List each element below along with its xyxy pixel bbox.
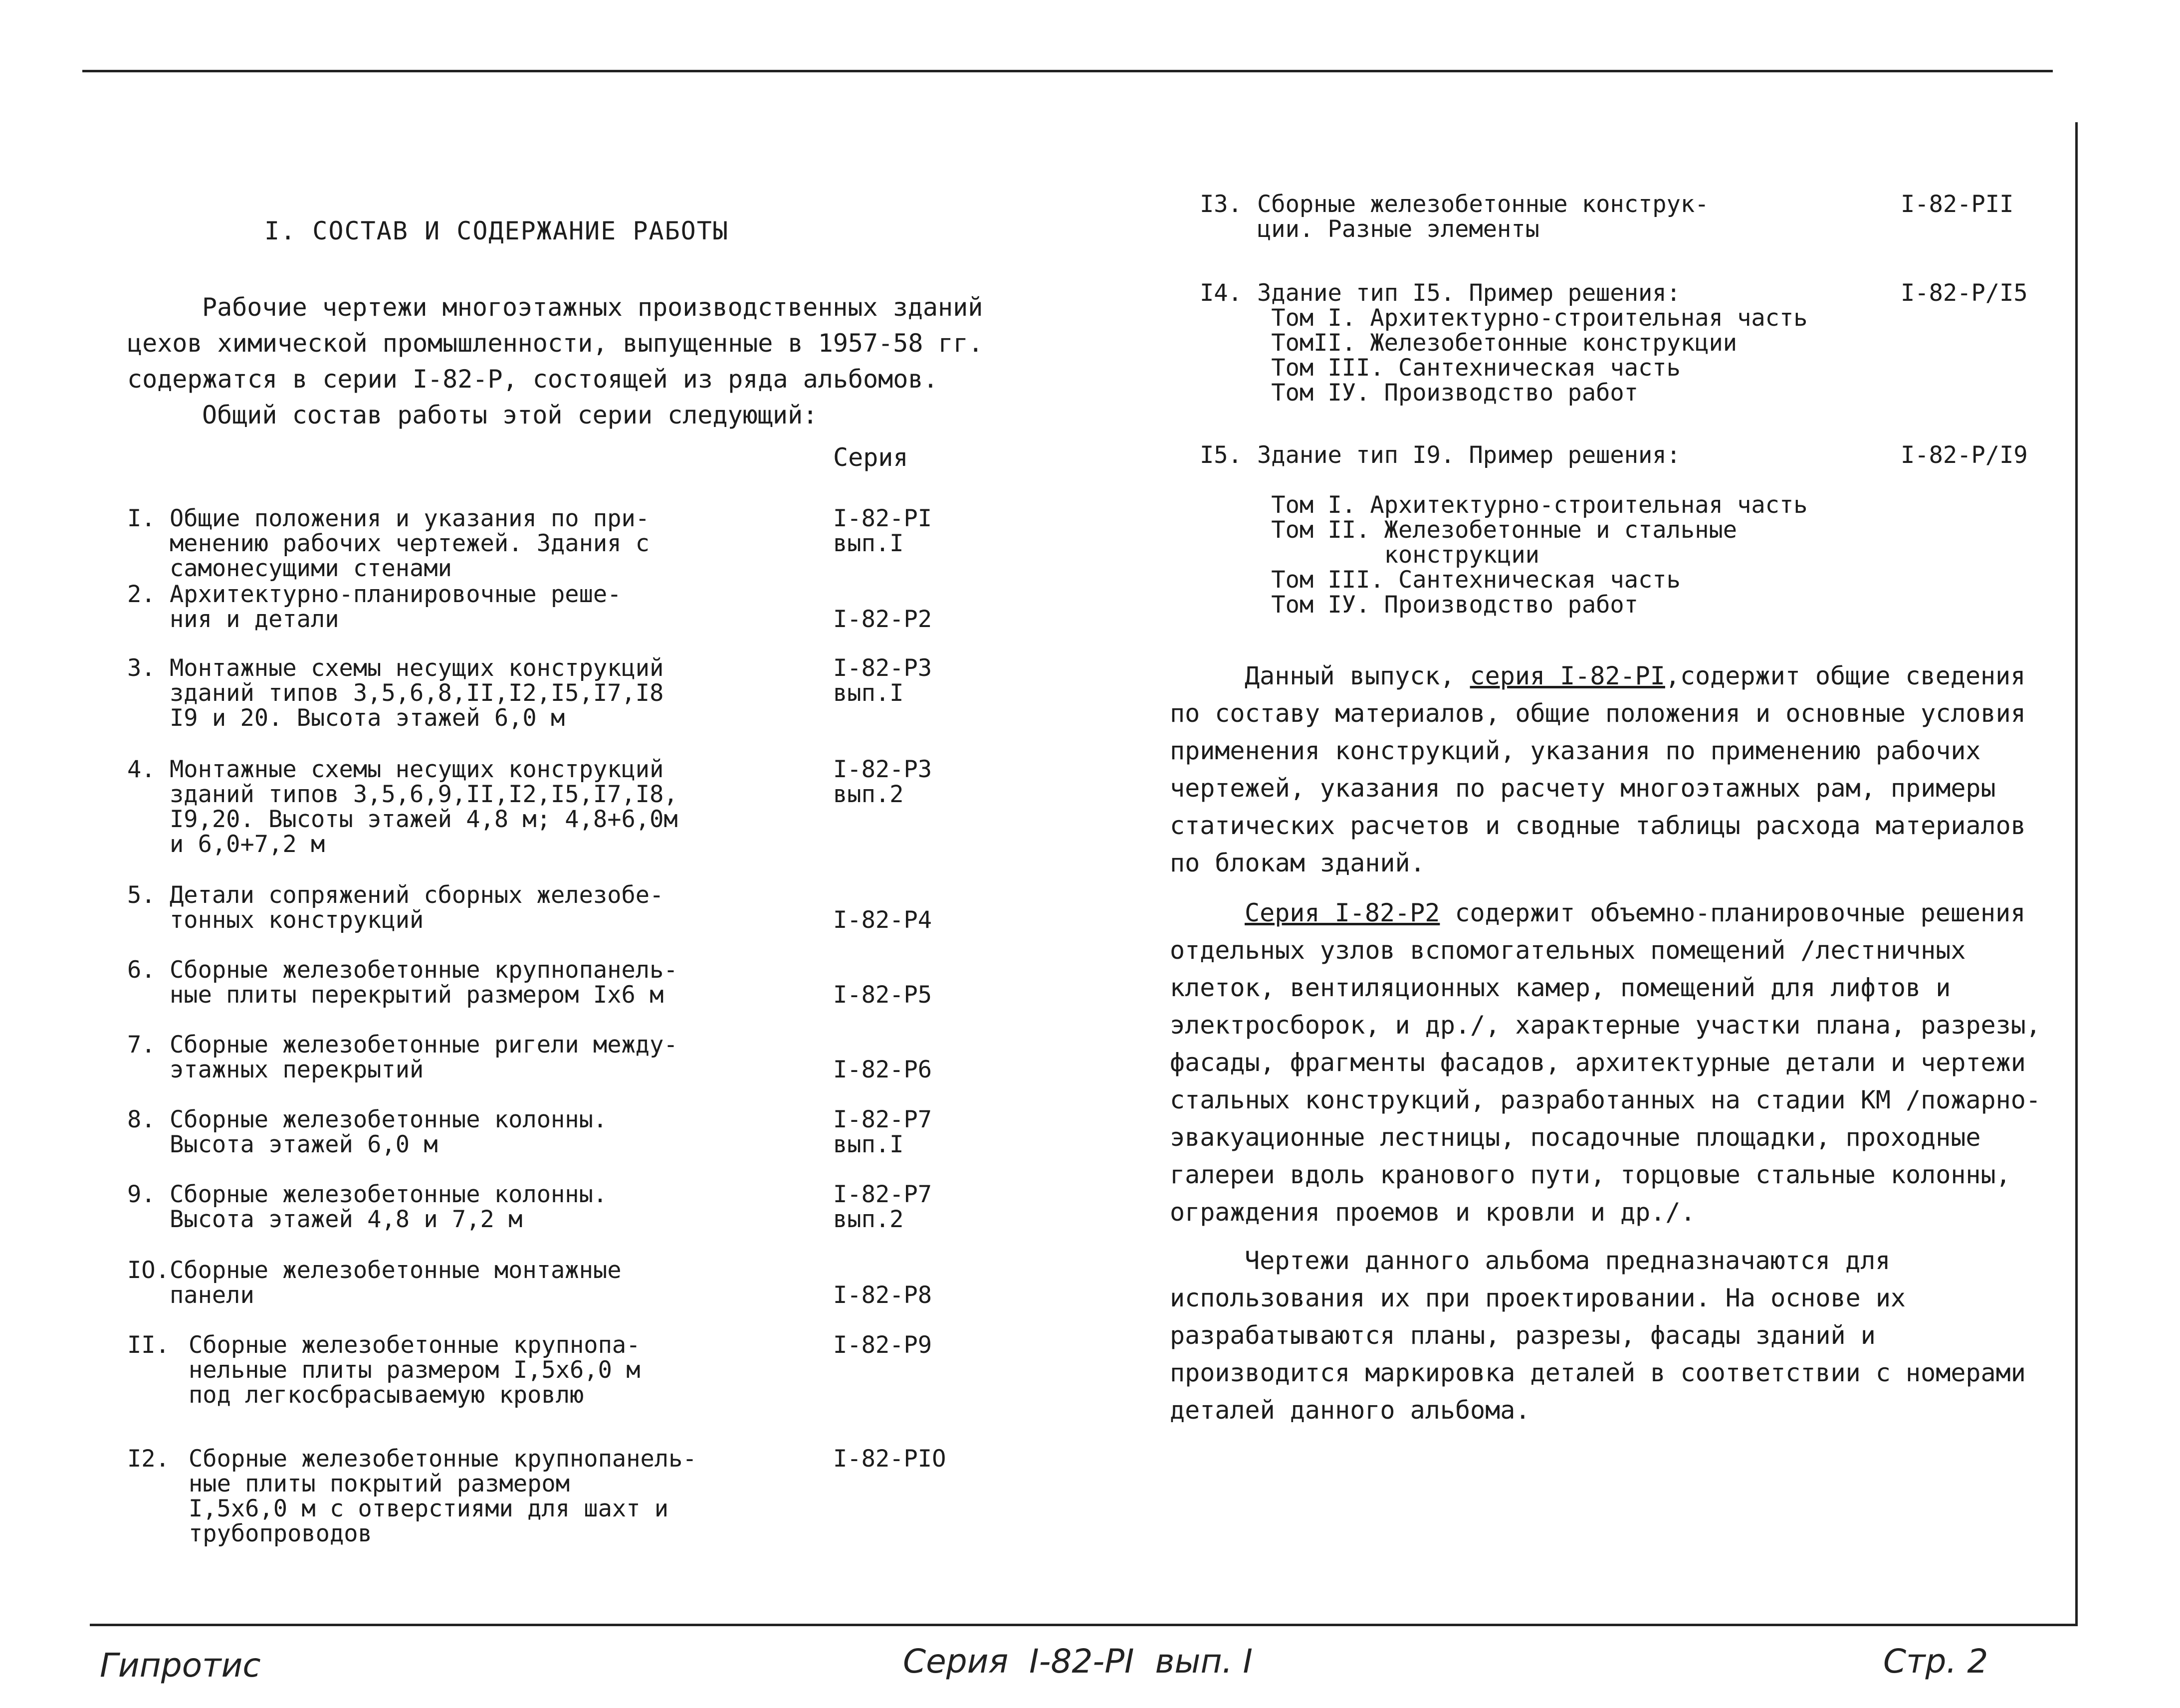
intro-block (127, 289, 1025, 433)
list-item-series-code: I-82-P3 вып.I (833, 654, 932, 707)
list-item-series-code: I-82-P3 вып.2 (833, 756, 932, 808)
footer-series: Серия I-82-PI вып. I (903, 1642, 1253, 1681)
series-link-pi[interactable]: серия I-82-PI (1470, 661, 1665, 690)
list-item-number: 4. (127, 756, 156, 783)
list-item-number: 5. (127, 881, 156, 909)
list-item-number: 3. (127, 654, 156, 682)
paragraph-2 (1170, 894, 2068, 1231)
list-item-title: Общие положения и указания по при- менению рабочих чертежей. Здания с самонесущими стенами (170, 505, 650, 582)
list-item-title: Монтажные схемы несущих конструкций зданий типов 3,5,6,9,II,I2,I5,I7,I8, I9,20. Высоты этажей 4,8 м; 4,8+6,0м и 6,0+7,2 м (170, 756, 678, 858)
list-item-title: Сборные железобетонные ригели между- этажных перекрытий (170, 1031, 678, 1083)
list-item-title: Здание тип I5. Пример решения: Том I. Архитектурно-строительная часть ТомII. Железобетонные конструкции Том III. Сантехническая часть Том IУ. Производство работ (1257, 279, 1808, 407)
list-item-title: Архитектурно-планировочные реше- ния и детали (170, 581, 622, 633)
list-item-series-code: I-82-P7 вып.2 (833, 1181, 932, 1233)
list-item-number: I2. (127, 1445, 170, 1473)
footer-org: Гипротис (100, 1646, 261, 1685)
list-item-title: Сборные железобетонные крупнопа- нельные плиты размером I,5х6,0 м под легкосбрасываемую кровлю (189, 1331, 641, 1409)
list-item-number: 9. (127, 1181, 156, 1208)
list-item-title: Монтажные схемы несущих конструкций зданий типов 3,5,6,8,II,I2,I5,I7,I8 I9 и 20. Высота этажей 6,0 м (170, 654, 664, 732)
list-item-series-code: I-82-P2 (833, 606, 932, 633)
paragraph-1 (1170, 657, 2068, 882)
list-item-number: II. (127, 1331, 170, 1359)
series-column-header: Серия (833, 443, 908, 472)
paragraph-2-text: содержит объемно-планировочные решения отдельных узлов вспомогательных помещений /лестничных клеток, вентиляционных камер, помещений для лифтов и электросборок, и др./, характерные участки плана, разрезы, фасады, фрагменты фасадов, архитектурные детали и чертежи стальных конструкций, разработанных на стадии КМ /пожарно-эвакуационные лестницы, посадочные площадки, проходные галереи вдоль кранового пути, торцовые стальные колонны, ограждения проемов и кровли и др./. (1170, 898, 2041, 1227)
right-rule (2075, 122, 2078, 1624)
paragraph-1-lead: Данный выпуск, (1245, 661, 1470, 690)
list-item-series-code: I-82-Р/I9 (1901, 441, 2028, 469)
list-item-series-code: I-82-P4 (833, 906, 932, 934)
intro-line-3: содержатся в серии I-82-Р, состоящей из ряда альбомов. (127, 365, 938, 394)
list-item-series-code: I-82-P7 вып.I (833, 1106, 932, 1158)
list-item-number: I3. (1200, 191, 1242, 218)
list-item-number: 7. (127, 1031, 156, 1059)
paragraph-1-text: ,содержит общие сведения по составу материалов, общие положения и основные условия применения конструкций, указания по применению рабочих чертежей, указания по расчету многоэтажных рам, примеры статических расчетов и сводные таблицы расхода материалов по блокам зданий. (1170, 661, 2026, 877)
list-item-title: Сборные железобетонные крупнопанель- ные плиты перекрытий размером Iх6 м (170, 956, 678, 1009)
list-item-number: I4. (1200, 279, 1242, 307)
list-item-series-code: I-82-PII (1901, 191, 2014, 218)
list-item-title: Сборные железобетонные монтажные панели (170, 1257, 622, 1309)
list-item-series-code: I-82-P9 (833, 1331, 932, 1359)
top-rule (82, 70, 2053, 72)
paragraph-3 (1170, 1242, 2068, 1429)
intro-line-1: Рабочие чертежи многоэтажных производственных зданий (202, 293, 983, 322)
list-item-title: Сборные железобетонные крупнопанель- ные плиты покрытий размером I,5х6,0 м с отверстиями для шахт и трубопроводов (189, 1445, 697, 1547)
list-item-title: Сборные железобетонные конструк- ции. Разные элементы (1257, 191, 1709, 243)
series-link-p2[interactable]: Серия I-82-P2 (1245, 898, 1440, 927)
list-item-number: I. (127, 505, 156, 532)
footer-page-number: Стр. 2 (1883, 1642, 1988, 1681)
list-item-number: I5. (1200, 441, 1242, 469)
intro-composition: Общий состав работы этой серии следующий: (202, 401, 818, 429)
list-item-title: Детали сопряжений сборных железобе- тонных конструкций (170, 881, 664, 934)
section-heading: I. СОСТАВ И СОДЕРЖАНИЕ РАБОТЫ (264, 216, 729, 245)
paragraph-3-text: Чертежи данного альбома предназначаются для использования их при проектировании. На основе их разрабатываются планы, разрезы, фасады зданий и производится маркировка деталей в соответствии с номерами деталей данного альбома. (1170, 1246, 2026, 1425)
bottom-rule (90, 1624, 2078, 1626)
list-item-series-code: I-82-P5 (833, 981, 932, 1009)
list-item-series-code: I-82-P6 (833, 1056, 932, 1083)
list-item-series-code: I-82-Р/I5 (1901, 279, 2028, 307)
list-item-number: IO. (127, 1257, 170, 1284)
list-item-number: 2. (127, 581, 156, 608)
list-item-series-code: I-82-P8 (833, 1281, 932, 1309)
list-item-number: 8. (127, 1106, 156, 1133)
list-item-title: Сборные железобетонные колонны. Высота этажей 6,0 м (170, 1106, 608, 1158)
list-item-series-code: I-82-PIO (833, 1445, 946, 1473)
list-item-title: Сборные железобетонные колонны. Высота этажей 4,8 и 7,2 м (170, 1181, 608, 1233)
intro-line-2: цехов химической промышленности, выпущенные в 1957-58 гг. (127, 329, 983, 358)
list-item-title: Здание тип I9. Пример решения: Том I. Архитектурно-строительная часть Том II. Железобетонные и стальные конструкции Том III. Сантехническая часть Том IУ. Производство работ (1257, 441, 1808, 619)
list-item-number: 6. (127, 956, 156, 984)
list-item-series-code: I-82-PI вып.I (833, 505, 932, 557)
